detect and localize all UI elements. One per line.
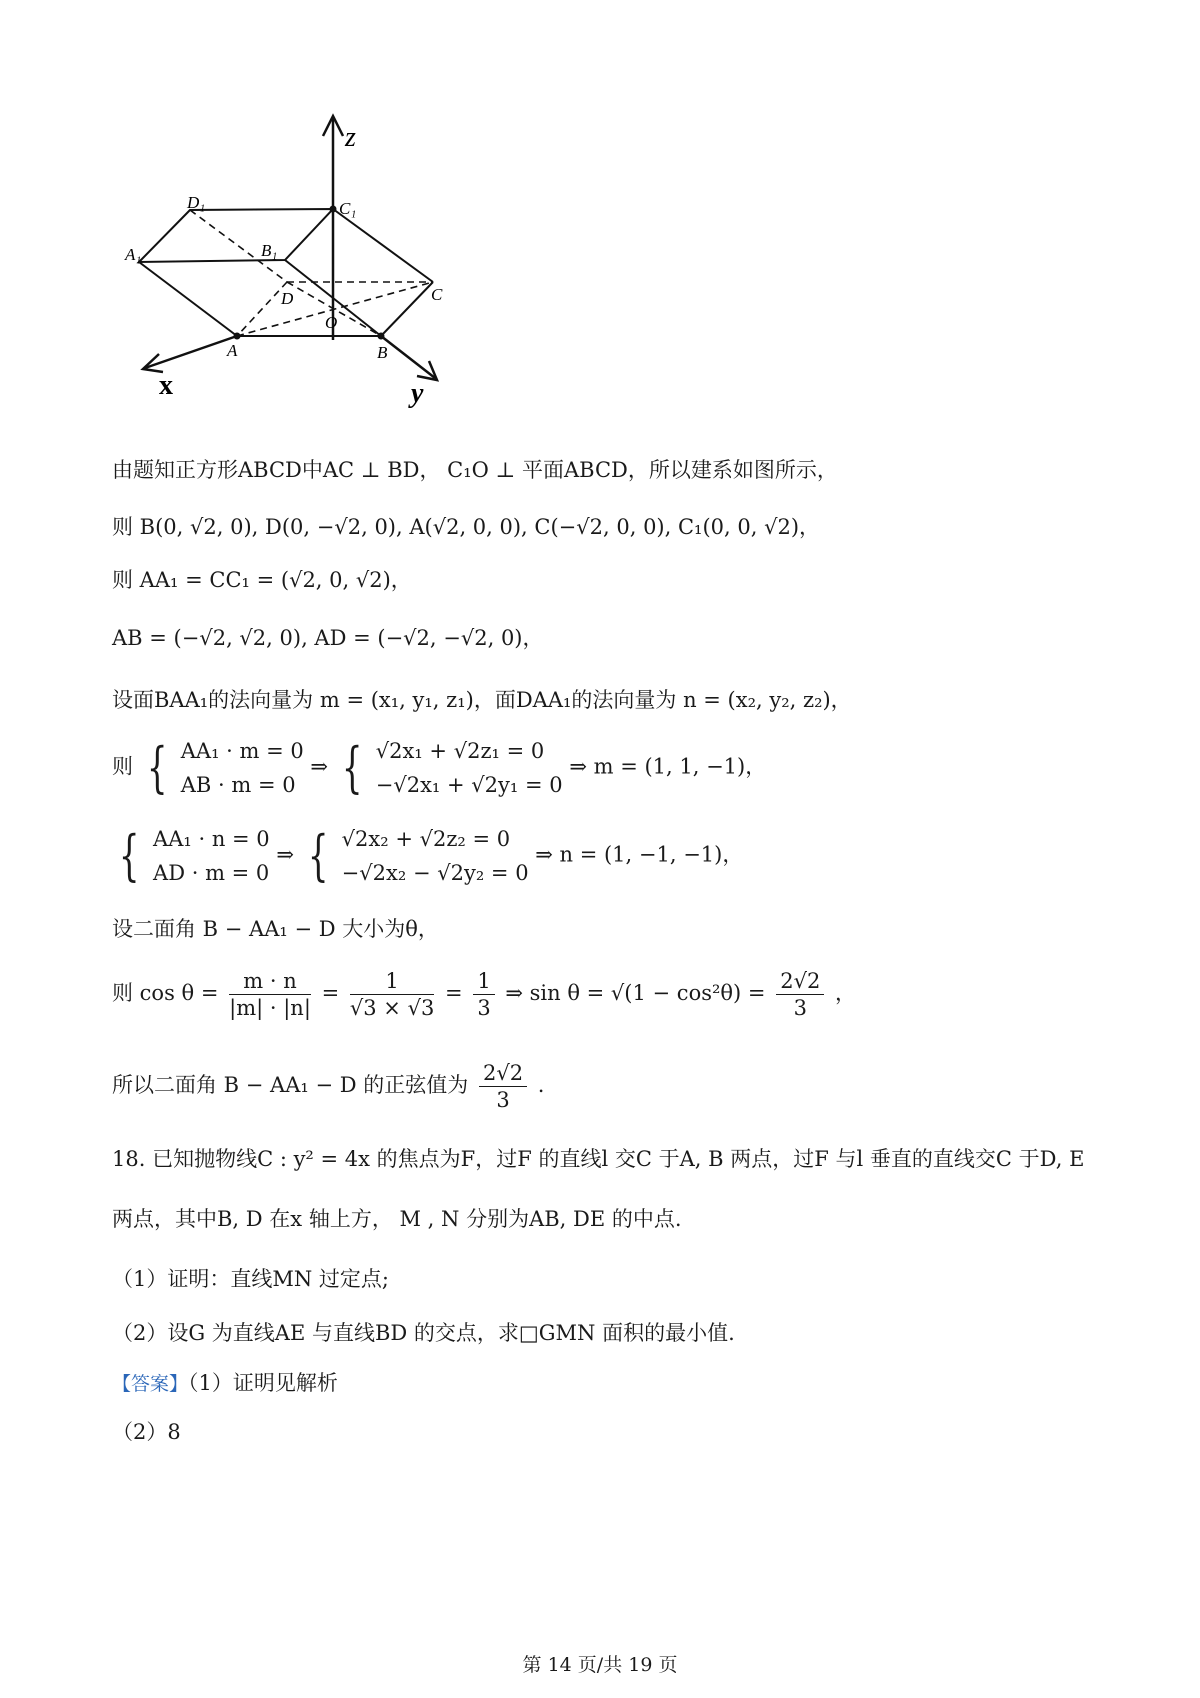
answer-line-1: 【答案】（1）证明见解析 xyxy=(112,1371,338,1395)
y-axis-label: y xyxy=(411,378,424,409)
label-D1: D₁ xyxy=(187,193,206,212)
page-footer: 第 14 页/共 19 页 xyxy=(522,1654,678,1676)
problem18-part-1: （1）证明：直线MN 过定点; xyxy=(112,1267,389,1291)
label-C1: C₁ xyxy=(339,199,357,218)
x-axis-label: x xyxy=(159,370,173,401)
label-C: C xyxy=(431,285,443,304)
label-B1: B₁ xyxy=(261,241,278,260)
label-B: B xyxy=(377,343,388,362)
system-prefix: 则 xyxy=(112,754,133,779)
system1-eq-b1: √2x₁ + √2z₁ = 0 xyxy=(375,739,545,763)
answer-line-2: （2）8 xyxy=(112,1420,181,1444)
equation-system-1: 则 { AA₁ · m = 0 AB · m = 0 ⇒ { √2x₁ + √2z₁ = 0 −√2x₁ + √2y₁ = 0 ⇒ m = (1, 1, −1)， xyxy=(112,734,766,802)
solution-line-3: 则 AA₁ = CC₁ = (√2, 0, √2)， xyxy=(112,568,412,592)
problem18-part-2: （2）设G 为直线AE 与直线BD 的交点，求□GMN 面积的最小值. xyxy=(112,1321,735,1345)
parallelepiped-diagram xyxy=(125,110,485,440)
problem18-line-1: 18. 已知抛物线C : y² = 4x 的焦点为F，过F 的直线l 交C 于A, B 两点，过F 与l 垂直的直线交C 于D, E xyxy=(112,1147,1085,1171)
coordinate-figure xyxy=(125,110,485,440)
equation-system-2: { AA₁ · n = 0 AD · m = 0 ⇒ { √2x₂ + √2z₂ = 0 −√2x₂ − √2y₂ = 0 ⇒ n = (1, −1, −1)， xyxy=(112,822,743,890)
system2-eq-a2: AD · m = 0 xyxy=(153,861,270,885)
system1-eq-b2: −√2x₁ + √2y₁ = 0 xyxy=(375,773,563,797)
label-D: D xyxy=(281,289,294,308)
system2-eq-b1: √2x₂ + √2z₂ = 0 xyxy=(341,827,511,851)
solution-line-1: 由题知正方形ABCD中AC ⊥ BD， C₁O ⊥ 平面ABCD，所以建系如图所示， xyxy=(112,458,838,482)
system1-eq-a2: AB · m = 0 xyxy=(180,773,296,797)
system1-result: ⇒ m = (1, 1, −1)， xyxy=(569,754,767,779)
solution-line-2: 则 B(0, √2, 0), D(0, −√2, 0), A(√2, 0, 0), C(−√2, 0, 0), C₁(0, 0, √2)， xyxy=(112,515,821,539)
system2-result: ⇒ n = (1, −1, −1)， xyxy=(535,842,744,867)
cosine-equation: 则 cos θ = $\frac{m \cdot n}{|m| \cdot |n|}$ = $\frac{1}{√3 \times √3}$ = $\frac{1}{3}$ ⇒ sin θ = √(1 − cos²θ) = $\frac{2√2}{3}$ ， xyxy=(112,969,857,1020)
label-A1: A₁ xyxy=(125,245,142,264)
solution-line-6: 设二面角 B − AA₁ − D 大小为θ， xyxy=(112,917,439,941)
label-A: A xyxy=(227,341,238,360)
z-axis-label: z xyxy=(345,122,356,153)
conclusion-line: 所以二面角 B − AA₁ − D 的正弦值为 $\frac{2√2}{3}$ . xyxy=(112,1061,545,1112)
solution-line-4: AB = (−√2, √2, 0), AD = (−√2, −√2, 0)， xyxy=(112,626,544,650)
system1-eq-a1: AA₁ · m = 0 xyxy=(180,739,304,763)
problem18-line-2: 两点，其中B, D 在x 轴上方， M , N 分别为AB, DE 的中点. xyxy=(112,1207,682,1231)
system2-eq-a1: AA₁ · n = 0 xyxy=(153,827,270,851)
solution-line-5: 设面BAA₁的法向量为 m = (x₁, y₁, z₁)，面DAA₁的法向量为 n = (x₂, y₂, z₂)， xyxy=(112,688,852,712)
label-O: O xyxy=(325,313,338,332)
answer-tag: 【答案】 xyxy=(112,1373,189,1395)
system2-eq-b2: −√2x₂ − √2y₂ = 0 xyxy=(341,861,529,885)
